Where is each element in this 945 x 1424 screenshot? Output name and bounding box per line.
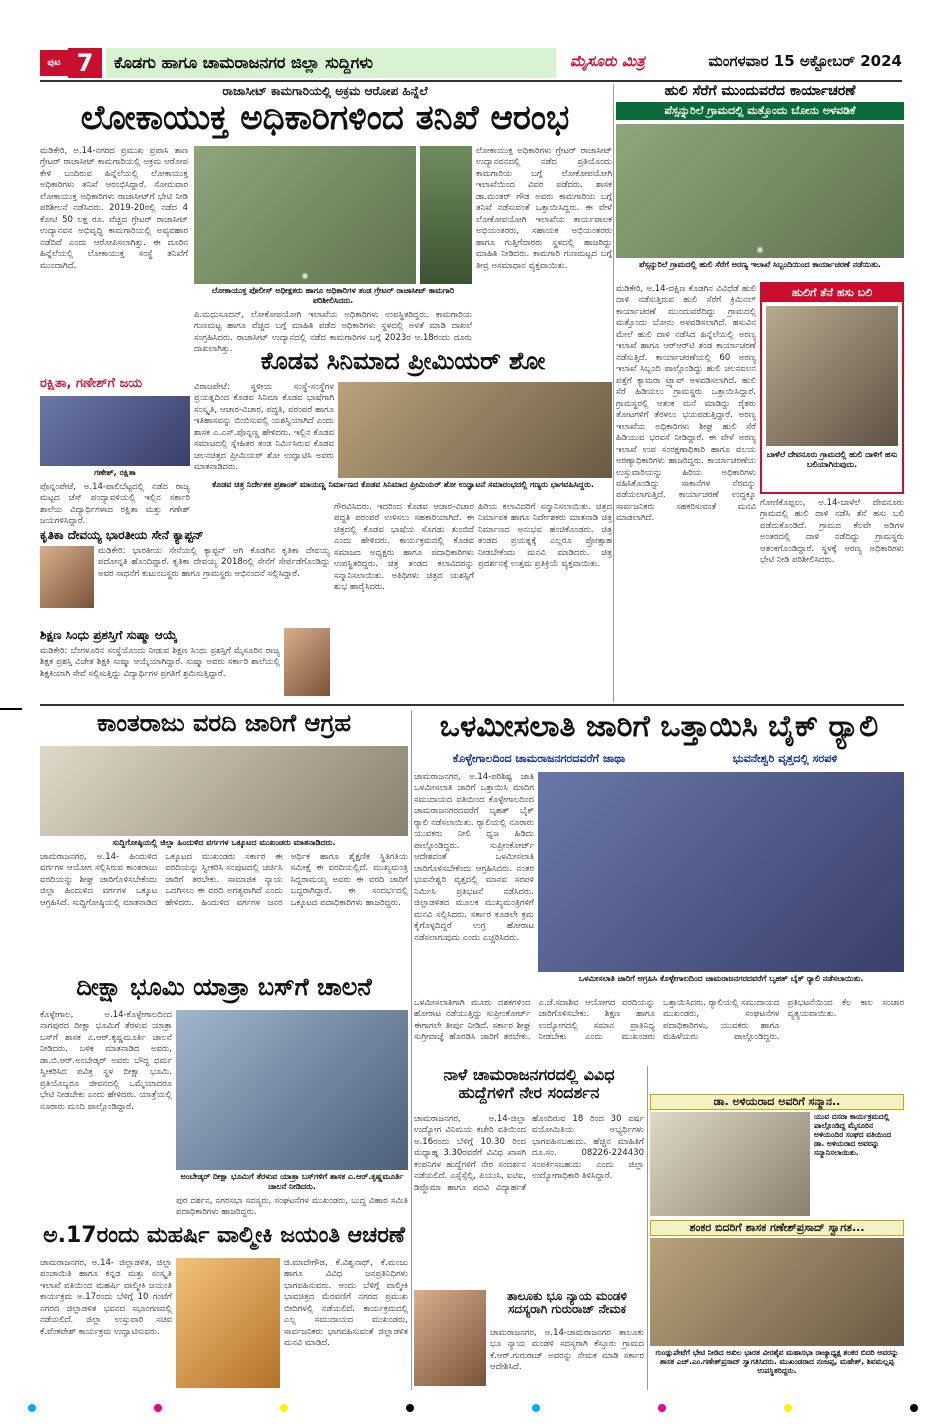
tiger-box-caption: ಬಾಳೆಲೆ ದೇವನೂರು ಗ್ರಾಮದಲ್ಲಿ ಹುಲಿ ದಾಳಿಗೆ ಹಸು ಬಲಿಯಾಗಿರುವುದು. (766, 450, 898, 469)
sushma-photo (284, 628, 330, 696)
cinema-body-center: ಗೌರವಿಸಿದರು. ಇದರಿಂದ ಕೊಡವ ಆಚಾರ-ವಿಚಾರ ಪದ್ಧತಿ ಪರಂಪರೆ ಉಳಿಸಲು ಸಹಕಾರಿಯಾಗಿದೆ. ಈ ಚಿತ್ರದಲ್ಲಿ ಕೊಡವ ಭಾಷೆಯ ಸೊಗಡು ತುಂಬಿದೆ ಎಂದು ಹೇಳಿದರು. ಕಾರ್ಯಕ್ರಮದಲ್ಲಿ ಕೊಡವ ಸಮಾಜದ ಅಧ್ಯಕ್ಷರು ಹಾಗೂ ಪದಾಧಿಕಾರಿಗಳು ಉಪಸ್ಥಿತರಿದ್ದರು. ಚಿತ್ರ ತಂಡದ ಕಲಾವಿದರನ್ನು ಸನ್ಮಾನಿಸಲಾಯಿತು. ಅತಿಥಿಗಳು ಚಿತ್ರದ ಯಶಸ್ಸಿಗೆ ಶುಭ ಹಾರೈಸಿದರು. (334, 502, 474, 593)
bike-rally-caption: ಒಳಮೀಸಲಾತಿ ಜಾರಿಗೆ ಆಗ್ರಹಿಸಿ ಕೊಳ್ಳೇಗಾಲದಿಂದ ಚಾಮರಾಜನಗರದವರೆಗೆ ಬೃಹತ್ ಬೈಕ್ ರ‍್ಯಾಲಿ ನಡೆಸಲಾಯಿತು. (578, 974, 864, 983)
winners-caption: ಗಣೇಶ್, ರಕ್ಷಿತಾ (94, 468, 136, 477)
black-dot (406, 1404, 414, 1412)
page-number: 7 (68, 48, 102, 78)
gururaj-body: ಚಾಮರಾಜನಗರ, ಅ.14-ಚಾಮರಾಜನಗರ ತಾಲೂಕು ಭೂ ನ್ಯಾಯ ಮಂಡಳಿ ಸದಸ್ಯರಾಗಿ ಕೆಸ್ತೂರು ಗ್ರಾಮದ ಕೆ.ಆರ್.ಗುರುರಾಜ್ ಅವರನ್ನು ನೇಮಕ ಮಾಡಿ ಸರ್ಕಾರ ಆದೇಶಿಸಿದೆ. (490, 1328, 644, 1373)
cinema-body-left: ವಿರಾಜಪೇಟೆ: ಸ್ಥಳೀಯ ಸಂಸ್ಥೆ-ಸಂಸ್ಥೆಗಳ ಪ್ರಯತ್ನದಿಂದ ಕೊಡವ ಸಿನಿಮಾ ಕೊಡವ ಭಾಷೆಗಾಗಿ ಸಂಸ್ಕೃತಿ, ಆಚಾರ-ವಿಚಾರ, ಪದ್ಧತಿ, ಪರಂಪರೆ ಹಾಗೂ ಇತಿಹಾಸವನ್ನು ಬಿಂಬಿಸುವಲ್ಲಿ ಯಶಸ್ವಿಯಾಗಿದೆ ಎಂದು ಶಾಸಕ ಎ.ಎಸ್.ಪೊನ್ನಣ್ಣ ಹೇಳಿದರು. ಇಲ್ಲಿನ ಕೊಡವ ಸಮಾಜದಲ್ಲಿ ಸ್ನೇಹಿತರ ತಂಡ ನಿರ್ಮಿಸಿರುವ ಕೊಡವ ಚಲನಚಿತ್ರದ ಪ್ರೀಮಿಯರ್ ಶೋ ಉದ್ಘಾಟಿಸಿ ಅವರು ಮಾತನಾಡಿದರು. (194, 382, 334, 473)
lokayukta-photo-left: ◉ (194, 146, 416, 284)
deeksha-headline: ದೀಕ್ಷಾ ಭೂಮಿ ಯಾತ್ರಾ ಬಸ್‌ಗೆ ಚಾಲನೆ (76, 974, 372, 1001)
gururaj-headline: ತಾಲೂಕು ಭೂ ನ್ಯಾಯ ಮಂಡಳಿ ಸದಸ್ಯರಾಗಿ ಗುರುರಾಜ್ ನೇಮಕ (507, 1290, 627, 1317)
cinema-headline: ಕೊಡವ ಸಿನಿಮಾದ ಪ್ರೀಮಿಯರ್ ಶೋ (260, 348, 546, 375)
column-separator (613, 84, 614, 702)
black-dot (910, 1404, 918, 1412)
masthead (40, 48, 902, 78)
cinema-photo (338, 382, 612, 478)
yellow-dot (280, 1404, 288, 1412)
tiger-caption: ಪೆಸ್ಸನ್ನುರಿಲೆ ಗ್ರಾಮದಲ್ಲಿ ಹುಲಿ ಸೆರೆಗೆ ಅರಣ್ಯ ಇಲಾಖೆ ಸಿಬ್ಬಂದಿಯಿಂದ ಕಾರ್ಯಾಚರಣೆ ನಡೆಯಿತು. (639, 260, 881, 269)
cyan-dot (532, 1404, 540, 1412)
lokayukta-kicker: ರಾಜಾಸೀಟ್ ಕಾಮಗಾರಿಯಲ್ಲಿ ಅಕ್ರಮ ಆರೋಪ ಹಿನ್ನೆಲೆ (222, 84, 428, 98)
winners-body: ಪೊನ್ನಂಪೇಟೆ, ಅ.14-ಪಾಲಿಬೆಟ್ಟದಲ್ಲಿ ನಡೆದ ರಾಜ್ಯ ಮಟ್ಟದ ಚೆಸ್ ಪಂದ್ಯಾವಳಿಯಲ್ಲಿ ಇಲ್ಲಿನ ಸರ್ಕಾರಿ ಶಾಲೆಯ ವಿದ್ಯಾರ್ಥಿಗಳಾದ ರಕ್ಷಿತಾ ಮತ್ತು ಗಣೇಶ್ ಜಯಗಳಿಸಿದ್ದಾರೆ. (40, 482, 190, 526)
ganesh-prasad-headline: ಶಂಕರ ಬಿದರಿಗೆ ಶಾಸಕ ಗಣೇಶ್‌ಪ್ರಸಾದ್ ಸ್ವಾಗತ... (650, 1220, 904, 1236)
kruthika-headline: ಕೃತಿಕಾ ದೇವಯ್ಯ ಭಾರತೀಯ ಸೇನೆ ಕ್ಯಾಪ್ಟನ್ (40, 528, 204, 542)
ayalur-photo (650, 1112, 810, 1216)
kantharaju-photo (40, 746, 408, 836)
tiger-kicker: ಹುಲಿ ಸೆರೆಗೆ ಮುಂದುವರೆದ ಕಾರ್ಯಾಚರಣೆ (664, 84, 856, 99)
column-separator (647, 1066, 648, 1390)
yellow-dot (784, 1404, 792, 1412)
deeksha-body: ಕೊಳ್ಳೇಗಾಲ, ಅ.14-ಕೊಳ್ಳೇಗಾಲದಿಂದ ನಾಗಪುರದ ದೀಕ್ಷಾ ಭೂಮಿಗೆ ತೆರಳುವ ಯಾತ್ರಾ ಬಸ್‌ಗೆ ಶಾಸಕ ಎ.ಆರ್.ಕೃಷ್ಣಮೂರ್ತಿ ಚಾಲನೆ ನೀಡಿದರು. ಬಳಿಕ ಮಾತನಾಡಿದ ಅವರು, ಡಾ.ಬಿ.ಆರ್.ಅಂಬೇಡ್ಕರ್ ಅವರು ಬೌದ್ಧ ಧರ್ಮ ಸ್ವೀಕರಿಸಿದ ಪವಿತ್ರ ಸ್ಥಳ ದೀಕ್ಷಾ ಭೂಮಿ. ಪ್ರತಿಯೊಬ್ಬರೂ ಜೀವನದಲ್ಲಿ ಒಮ್ಮೆಯಾದರೂ ಭೇಟಿ ನೀಡಬೇಕು ಎಂದು ಹೇಳಿದರು. ಯಾತ್ರೆಯಲ್ಲಿ ನೂರಾರು ಮಂದಿ ಪಾಲ್ಗೊಂಡಿದ್ದಾರೆ. (40, 1010, 172, 1112)
page-label: ಪುಟ (40, 50, 68, 76)
masthead-rule (40, 80, 902, 82)
valmiki-headline: ಅ.17ರಂದು ಮಹರ್ಷಿ ವಾಲ್ಮೀಕಿ ಜಯಂತಿ ಆಚರಣೆ (43, 1224, 405, 1248)
lokayukta-body-right: ಲೋಕಾಯುಕ್ತ ಅಧಿಕಾರಿಗಳು ಗ್ರೇಟರ್ ರಾಜಾಸೀಟ್ ಉದ್ಯಾನವನದಲ್ಲಿ ನಡೆದ ಪ್ರತಿಯೊಂದು ಕಾಮಗಾರಿಯ ಬಗ್ಗೆ ಲೋಕೋಪಯೋಗಿ ಇಲಾಖೆಯಿಂದ ವಿವರ ಪಡೆದರು. ಶಾಸಕ ಡಾ.ಮಂತರ್ ಗೌಡ ಅವರು ಕಾಮಗಾರಿಯ ಬಗ್ಗೆ ತನಿಖೆ ನಡೆಸುವಂತೆ ಒತ್ತಾಯಿಸಿದ್ದರು. ಈ ವೇಳೆ ಲೋಕೋಪಯೋಗಿ ಇಲಾಖೆಯ ಕಾರ್ಯಪಾಲಕ ಅಭಿಯಂತರರು, ಸಹಾಯಕ ಅಭಿಯಂತರರು ಹಾಗೂ ಗುತ್ತಿಗೆದಾರರು ಸ್ಥಳದಲ್ಲಿ ಹಾಜರಿದ್ದು ಮಾಹಿತಿ ನೀಡಿದರು. ಕಾಮಗಾರಿ ಗುಣಮಟ್ಟದ ಬಗ್ಗೆ ತೀವ್ರ ಅಸಮಾಧಾನ ವ್ಯಕ್ತವಾಯಿತು. (476, 146, 612, 271)
tiger-body: ಮಡಿಕೇರಿ, ಅ.14-ದಕ್ಷಿಣ ಕೊಡಗಿನ ವಿವಿಧೆಡೆ ಹುಲಿ ದಾಳಿ ನಡೆಸುತ್ತಿರುವ ಹುಲಿ ಸೆರೆಗೆ ಕ್ರಿಮಿನಲ್ ಕಾರ್ಯಾಚರಣೆ ಮುಂದುವರೆದಿದ್ದು ಗ್ರಾಮದಲ್ಲಿ ಮತ್ತೊಂದು ಬೋನು ಅಳವಡಿಸಲಾಗಿದೆ. ಹಸುವಿನ ಮೇಲೆ ಹುಲಿ ದಾಳಿ ನಡೆಸಿದ ಹಿನ್ನೆಲೆಯಲ್ಲಿ ಅರಣ್ಯ ಇಲಾಖೆ ಹಾಗೂ ಆರ್‌ಆರ್‌ಟಿ ತಂಡ ಕಾರ್ಯಾಚರಣೆ ನಡೆಸುತ್ತಿದೆ. ಕಾರ್ಯಾಚರಣೆಯಲ್ಲಿ 60 ಅರಣ್ಯ ಇಲಾಖೆ ಸಿಬ್ಬಂದಿ ಪಾಲ್ಗೊಂಡಿದ್ದು ಹುಲಿ ಚಲನವಲನ ಪತ್ತೆಗೆ ಕ್ಯಾಮರಾ ಟ್ರ್ಯಾಪ್ ಅಳವಡಿಸಲಾಗಿದೆ. ಹುಲಿ ಸೆರೆ ಹಿಡಿಯಲು ಗ್ರಾಮಸ್ಥರು ಒತ್ತಾಯಿಸಿದ್ದಾರೆ. ಗ್ರಾಮಸ್ಥರಲ್ಲಿ ಆತಂಕ ಮನೆ ಮಾಡಿದ್ದು ರೈತರು ತೋಟಗಳಿಗೆ ತೆರಳಲು ಭಯಪಡುತ್ತಿದ್ದಾರೆ. ಅರಣ್ಯ ಇಲಾಖೆಯ ಅಧಿಕಾರಿಗಳು ಶೀಘ್ರ ಹುಲಿ ಸೆರೆ ಹಿಡಿಯುವ ಭರವಸೆ ನೀಡಿದ್ದಾರೆ. ಈ ವೇಳೆ ಅರಣ್ಯ ಇಲಾಖೆ ಉಪ ಸಂರಕ್ಷಣಾಧಿಕಾರಿ ಹಾಗೂ ವಲಯ ಅರಣ್ಯಾಧಿಕಾರಿಗಳು ಹಾಜರಿದ್ದರು. ಕಾರ್ಯಾಚರಣೆಯ ಉಸ್ತುವಾರಿಯನ್ನು ಹಿರಿಯ ಅಧಿಕಾರಿಗಳು ವಹಿಸಿಕೊಂಡಿದ್ದು ಸಾಕಾನೆಗಳ ನೆರವನ್ನು ಪಡೆಯಲಾಗುತ್ತಿದೆ. ಕಾರ್ಯಾಚರಣೆ ಉದ್ದಕ್ಕೂ ಸಾರ್ವಜನಿಕರು ಸಹಕರಿಸುವಂತೆ ಮನವಿ ಮಾಡಲಾಗಿದೆ. (616, 284, 756, 524)
kantharaju-body: ಚಾಮರಾಜನಗರ, ಅ.14- ಹಿಂದುಳಿದ ವರ್ಗಗಳ ಆಯೋಗ ಸಲ್ಲಿಸಿರುವ ಕಾಂತರಾಜು ವರದಿಯನ್ನು ಶೀಘ್ರ ಜಾರಿಗೊಳಿಸಬೇಕೆಂದು ಜಿಲ್ಲಾ ಹಿಂದುಳಿದ ವರ್ಗಗಳ ಒಕ್ಕೂಟ ಆಗ್ರಹಿಸಿದೆ. ಸುದ್ದಿಗೋಷ್ಠಿಯಲ್ಲಿ ಮಾತನಾಡಿದ ಒಕ್ಕೂಟದ ಮುಖಂಡರು ಸರ್ಕಾರ ಈ ವರದಿಯನ್ನು ಸ್ವೀಕರಿಸಿ ಸಂಪುಟದಲ್ಲಿ ಚರ್ಚಿಸಿ ಜಾರಿಗೆ ತರಬೇಕು. ಸಾಮಾಜಿಕ ನ್ಯಾಯ ಒದಗಿಸಲು ಈ ವರದಿ ಅಗತ್ಯವಾಗಿದೆ ಎಂದು ಹೇಳಿದರು. ಹಿಂದುಳಿದ ವರ್ಗಗಳ ಜನರ ಆರ್ಥಿಕ ಹಾಗೂ ಶೈಕ್ಷಣಿಕ ಸ್ಥಿತಿಗತಿಯ ಸಮೀಕ್ಷೆ ಈ ವರದಿಯಲ್ಲಿದೆ. ಮುಖ್ಯಮಂತ್ರಿ ಸಿದ್ದರಾಮಯ್ಯ ಅವರು ಈ ವರದಿ ಜಾರಿಗೆ ಬದ್ಧರಾಗಿದ್ದಾರೆ. ಈ ಸಂದರ್ಭದಲ್ಲಿ ಒಕ್ಕೂಟದ ಪದಾಧಿಕಾರಿಗಳು ಹಾಜರಿದ್ದರು. (40, 852, 408, 908)
lokayukta-photo-steps (420, 146, 472, 284)
bike-rally-body-bottom: ಒಳಮೀಸಲಾತಿಗಾಗಿ ಮೂರು ದಶಕಗಳಿಂದ ಹೋರಾಟ ನಡೆಯುತ್ತಿದ್ದು ಸುಪ್ರೀಂಕೋರ್ಟ್ ಈಗಾಗಲೇ ತೀರ್ಪು ನೀಡಿದೆ. ಸರ್ಕಾರ ಶೀಘ್ರ ಸುಗ್ರೀವಾಜ್ಞೆ ಹೊರಡಿಸಿ ಜಾರಿಗೆ ತರಬೇಕು. ಎ.ಜೆ.ಸದಾಶಿವ ಆಯೋಗದ ವರದಿಯನ್ನು ಜಾರಿಗೊಳಿಸಬೇಕು. ಶಿಕ್ಷಣ ಹಾಗೂ ಉದ್ಯೋಗದಲ್ಲಿ ಸಮಾನ ಪ್ರಾತಿನಿಧ್ಯ ನೀಡಬೇಕು ಎಂದು ಮುಖಂಡರು ಒತ್ತಾಯಿಸಿದರು. ರ‍್ಯಾಲಿಯಲ್ಲಿ ಸಮುದಾಯದ ಮುಖಂಡರು, ಸಂಘಟನೆಗಳ ಪದಾಧಿಕಾರಿಗಳು, ಯುವಕರು ಹಾಗೂ ಮಹಿಳೆಯರು ಪಾಲ್ಗೊಂಡಿದ್ದರು. ಪ್ರತಿಭಟನೆಯಿಂದ ಕೆಲ ಕಾಲ ಸಂಚಾರ ವ್ಯತ್ಯಯವಾಯಿತು. (414, 998, 904, 1043)
bike-rally-bullet-2: ಭುವನೇಶ್ವರಿ ವೃತ್ತದಲ್ಲಿ ಸರಪಳಿ (732, 752, 838, 765)
bike-rally-bullet-1: ಕೊಳ್ಳೇಗಾಲದಿಂದ ಚಾಮರಾಜನಗರದವರೆಗೆ ಜಾಥಾ (452, 752, 626, 765)
valmiki-body-left: ಚಾಮರಾಜನಗರ, ಅ.14- ಜಿಲ್ಲಾಡಳಿತ, ಜಿಲ್ಲಾ ಪಂಚಾಯಿತಿ ಹಾಗೂ ಕನ್ನಡ ಮತ್ತು ಸಂಸ್ಕೃತಿ ಇಲಾಖೆ ವತಿಯಿಂದ ಮಹರ್ಷಿ ವಾಲ್ಮೀಕಿ ಜಯಂತಿ ಕಾರ್ಯಕ್ರಮ ಅ.17ರಂದು ಬೆಳಿಗ್ಗೆ 10 ಗಂಟೆಗೆ ನಗರದ ಜಿಲ್ಲಾಡಳಿತ ಭವನದ ಸಭಾಂಗಣದಲ್ಲಿ ನಡೆಯಲಿದೆ. ಜಿಲ್ಲಾ ಉಸ್ತುವಾರಿ ಸಚಿವ ಕೆ.ವೆಂಕಟೇಶ್ ಕಾರ್ಯಕ್ರಮ ಉದ್ಘಾಟಿಸುವರು. (40, 1258, 172, 1337)
ganesh-prasad-photo (650, 1238, 904, 1346)
print-registration-marks (28, 1402, 918, 1414)
kantharaju-caption: ಸುದ್ದಿಗೋಷ್ಠಿಯಲ್ಲಿ ಜಿಲ್ಲಾ ಹಿಂದುಳಿದ ವರ್ಗಗಳ ಒಕ್ಕೂಟದ ಮುಖಂಡರು ಮಾತನಾಡಿದರು. (112, 838, 336, 847)
ganesh-prasad-caption: ಗುಂಡ್ಲುಪೇಟೆಗೆ ಭೇಟಿ ನೀಡಿದ ಅಖಿಲ ಭಾರತ ವೀರಶೈವ ಮಹಾಸಭಾ ರಾಜ್ಯಾಧ್ಯಕ್ಷ ಶಂಕರ ಬಿದರಿ ಅವರನ್ನು ಶಾಸಕ ಎಚ್.ಎಂ.ಗಣೇಶ್‌ಪ್ರಸಾದ್ ಸ್ವಾಗತಿಸಿದರು. ಮುಖಂಡರಾದ ನಂಜಪ್ಪ, ಮಹೇಶ್, ಶಿವಮಲ್ಲಪ್ಪ ಉಪಸ್ಥಿತರಿದ್ದರು. (655, 1348, 899, 1375)
winners-headline: ರಕ್ಷಿತಾ, ಗಣೇಶ್‌ಗೆ ಜಯ (40, 376, 143, 391)
tiger-subhead: ಪೆಸ್ಸನ್ನುರಿಲೆ ಗ್ರಾಮದಲ್ಲಿ ಮತ್ತೊಂದು ಬೋನು ಅಳವಡಿಕೆ (616, 102, 904, 120)
udyoga-headline: ನಾಳೆ ಚಾಮರಾಜನಗರದಲ್ಲಿ ವಿವಿಧ ಹುದ್ದೆಗಳಿಗೆ ನೇರ ಸಂದರ್ಶನ (443, 1066, 615, 1102)
cinema-caption: ಕೊಡವ ಚಿತ್ರ ನಿರ್ದೇಶಕ ಪ್ರಶಾಂತ್ ಮಾಯಣ್ಣ ನಿರ್ಮಾಣದ ಕೊಡವ ಸಿನಿಮಾದ ಪ್ರೀಮಿಯರ್ ಶೋ ಉದ್ಘಾಟನೆ ಸಮಾರಂಭದಲ್ಲಿ ಗಣ್ಯರು ಭಾಗವಹಿಸಿದ್ದರು. (212, 480, 594, 489)
issue-date: ಮಂಗಳವಾರ 15 ಅಕ್ಟೋಬರ್ 2024 (708, 52, 902, 70)
tiger-box (760, 282, 904, 494)
kantharaju-headline: ಕಾಂತರಾಜು ವರದಿ ಜಾರಿಗೆ ಆಗ್ರಹ (97, 710, 351, 737)
valmiki-body-right: ಜಿ.ಮಾದೇಗೌಡ, ಕೆ.ವಿಶ್ವನಾಥ್, ಕೆ.ಮಂಜು ಹಾಗೂ ವಿವಿಧ ಜನಪ್ರತಿನಿಧಿಗಳು ಭಾಗವಹಿಸುವರು. ಅಂದು ಬೆಳಿಗ್ಗೆ ವಾಲ್ಮೀಕಿ ಭಾವಚಿತ್ರದ ಮೆರವಣಿಗೆ ನಗರದ ಪ್ರಮುಖ ಬೀದಿಗಳಲ್ಲಿ ನಡೆಯಲಿದೆ. ಕಾರ್ಯಕ್ರಮದಲ್ಲಿ ಎಲ್ಲ ಸಮುದಾಯದ ಮುಖಂಡರು, ಸಾರ್ವಜನಿಕರು ಭಾಗವಹಿಸುವಂತೆ ಜಿಲ್ಲಾಡಳಿತ ಮನವಿ ಮಾಡಿದೆ. (284, 1258, 408, 1349)
lokayukta-body-center: ಪಿ.ಮಧುಸೂದನ್, ಲೋಕೋಪಯೋಗಿ ಇಲಾಖೆಯ ಅಧಿಕಾರಿಗಳು ಉಪಸ್ಥಿತರಿದ್ದರು. ಕಾಮಗಾರಿಯ ಗುಣಮಟ್ಟ ಹಾಗೂ ವೆಚ್ಚದ ಬಗ್ಗೆ ಮಾಹಿತಿ ಪಡೆದ ಅಧಿಕಾರಿಗಳು ಸ್ಥಳದಲ್ಲಿ ಅಳತೆ ಮಾಡಿ ದಾಖಲೆ ಸಂಗ್ರಹಿಸಿದರು. ರಾಜಾಸೀಟ್ ಉದ್ಯಾನದಲ್ಲಿ ನಡೆದ ಕಾಮಗಾರಿಗಳ ಬಗ್ಗೆ 2023ರ ಆ.18ರಂದು ದೂರು ದಾಖಲಾಗಿತ್ತು. (194, 310, 472, 355)
lokayukta-headline: ಲೋಕಾಯುಕ್ತ ಅಧಿಕಾರಿಗಳಿಂದ ತನಿಖೆ ಆರಂಭ (80, 100, 570, 138)
bike-rally-headline: ಒಳಮೀಸಲಾತಿ ಜಾರಿಗೆ ಒತ್ತಾಯಿಸಿ ಬೈಕ್ ರ‍್ಯಾಲಿ (439, 710, 879, 744)
magenta-dot (658, 1404, 666, 1412)
section-title: ಕೊಡಗು ಹಾಗೂ ಚಾಮರಾಜನಗರ ಜಿಲ್ಲಾ ಸುದ್ದಿಗಳು (106, 48, 556, 78)
cyan-dot (28, 1404, 36, 1412)
fold-rule (40, 704, 904, 706)
deeksha-caption: ಅಂಬೇಡ್ಕರ್ ದೀಕ್ಷಾ ಭೂಮಿಗೆ ತೆರಳುವ ಯಾತ್ರಾ ಬಸ್‌ಗಳಿಗೆ ಶಾಸಕ ಎ.ಆರ್.ಕೃಷ್ಣಮೂರ್ತಿ ಚಾಲನೆ ನೀಡಿದರು. (180, 1172, 404, 1191)
lokayukta-body-left: ಮಡಿಕೇರಿ, ಅ.14-ನಗರದ ಪ್ರಮುಖ ಪ್ರವಾಸಿ ತಾಣ ಗ್ರೇಟರ್ ರಾಜಾಸೀಟ್ ಕಾಮಗಾರಿಯಲ್ಲಿ ಅಕ್ರಮ ಆರೋಪ ಕೇಳಿ ಬಂದಿರುವ ಹಿನ್ನೆಲೆಯಲ್ಲಿ ಲೋಕಾಯುಕ್ತ ಅಧಿಕಾರಿಗಳು ತನಿಖೆ ಆರಂಭಿಸಿದ್ದಾರೆ. ಸೋಮವಾರ ಲೋಕಾಯುಕ್ತ ಅಧಿಕಾರಿಗಳು ರಾಜಾಸೀಟ್‌ಗೆ ಭೇಟಿ ನೀಡಿ ಪರಿಶೀಲನೆ ನಡೆಸಿದರು. 2019-20ರಲ್ಲಿ ನಡೆದ 4 ಕೋಟಿ 50 ಲಕ್ಷ ರೂ. ವೆಚ್ಚದ ಗ್ರೇಟರ್ ರಾಜಾಸೀಟ್ ಉದ್ಯಾನವನ ಅಭಿವೃದ್ಧಿ ಕಾಮಗಾರಿಯಲ್ಲಿ ಅವ್ಯವಹಾರ ನಡೆದಿದೆ ಎಂದು ಆರೋಪಿಸಲಾಗಿತ್ತು. ಈ ದೂರಿನ ಹಿನ್ನೆಲೆಯಲ್ಲಿ ಲೋಕಾಯುಕ್ತ ಸಂಸ್ಥೆ ತನಿಖೆಗೆ ಮುಂದಾಗಿದೆ. (40, 146, 188, 271)
cow-photo (766, 306, 898, 446)
deeksha-body-right: ಪುರ ದರ್ಶನ, ನಗರಸಭಾ ಸದಸ್ಯರು, ಸಂಘಟನೆಗಳ ಮುಖಂಡರು, ಬುದ್ಧ ವಿಹಾರ ಸಮಿತಿ ಪದಾಧಿಕಾರಿಗಳು ಹಾಜರಿದ್ದರು. (176, 1196, 408, 1218)
tiger-box-body: ಗೋಣಿಕೊಪ್ಪಲು, ಅ.14-ಬಾಳೆಲೆ ದೇವನೂರು ಗ್ರಾಮದಲ್ಲಿ ಹುಲಿ ದಾಳಿ ನಡೆಸಿ ತೆನೆ ಹಸು ಬಲಿ ಪಡೆದುಕೊಂಡಿದೆ. ಗ್ರಾಮದ ಕೆಲವೇ ಅಡಿಗಳ ಅಂತರದಲ್ಲಿ ದಾಳಿ ನಡೆದಿದ್ದು ಗ್ರಾಮಸ್ಥರು ಆತಂಕಗೊಂಡಿದ್ದಾರೆ. ಸ್ಥಳಕ್ಕೆ ಅರಣ್ಯ ಅಧಿಕಾರಿಗಳು ಭೇಟಿ ನೀಡಿ ಪರಿಶೀಲಿಸಿದರು. (760, 498, 904, 566)
bike-rally-body-left: ಚಾಮರಾಜನಗರ, ಅ.14-ಪರಿಶಿಷ್ಟ ಜಾತಿ ಒಳಮೀಸಲಾತಿ ಜಾರಿಗೆ ಒತ್ತಾಯಿಸಿ ಮಾದಿಗ ಸಮುದಾಯದ ವತಿಯಿಂದ ಕೊಳ್ಳೇಗಾಲದಿಂದ ಚಾಮರಾಜನಗರದವರೆಗೆ ಬೃಹತ್ ಬೈಕ್ ರ‍್ಯಾಲಿ ನಡೆಸಲಾಯಿತು. ರ‍್ಯಾಲಿಯಲ್ಲಿ ನೂರಾರು ಯುವಕರು ನೀಲಿ ಧ್ವಜ ಹಿಡಿದು ಪಾಲ್ಗೊಂಡಿದ್ದರು. ಸುಪ್ರೀಂಕೋರ್ಟ್ ಆದೇಶದಂತೆ ಒಳಮೀಸಲಾತಿ ಜಾರಿಗೊಳಿಸಬೇಕೆಂದು ಆಗ್ರಹಿಸಿದರು. ನಂತರ ಭುವನೇಶ್ವರಿ ವೃತ್ತದಲ್ಲಿ ಮಾನವ ಸರಪಳಿ ನಿರ್ಮಿಸಿ ಪ್ರತಿಭಟನೆ ನಡೆಸಿದರು. ಜಿಲ್ಲಾಡಳಿತದ ಮೂಲಕ ಮುಖ್ಯಮಂತ್ರಿಗಳಿಗೆ ಮನವಿ ಸಲ್ಲಿಸಿದರು. ಸರ್ಕಾರ ಕೂಡಲೇ ಕ್ರಮ ಕೈಗೊಳ್ಳದಿದ್ದರೆ ಉಗ್ರ ಹೋರಾಟ ನಡೆಸಲಾಗುವುದು ಎಂದು ಎಚ್ಚರಿಸಿದರು. (414, 772, 534, 943)
magenta-dot (154, 1404, 162, 1412)
deeksha-photo (176, 1010, 408, 1170)
cinema-body-right: ಹಿರಿಯ ಕಲಾವಿದರಿಗೆ ಸನ್ಮಾನಿಸಲಾಯಿತು. ಚಿತ್ರದ ನಿರ್ಮಾಪಕ ಹಾಗೂ ನಿರ್ದೇಶಕರು ಮಾತನಾಡಿ ಚಿತ್ರ ನಿರ್ಮಾಣದ ಅನುಭವ ಹಂಚಿಕೊಂಡರು. ಚಿತ್ರ ತಂಡದ ಪ್ರಯತ್ನಕ್ಕೆ ಎಲ್ಲರೂ ಪ್ರೋತ್ಸಾಹ ನೀಡಬೇಕೆಂದು ಮನವಿ ಮಾಡಿದರು. ಚಿತ್ರ ಪ್ರದರ್ಶನಕ್ಕೆ ಉತ್ತಮ ಪ್ರತಿಕ್ರಿಯೆ ವ್ಯಕ್ತವಾಯಿತು. (478, 502, 612, 570)
bike-rally-photo (538, 772, 904, 972)
fold-mark (0, 708, 22, 710)
paper-name: ಮೈಸೂರು ಮಿತ್ರ (570, 52, 645, 70)
kruthika-photo (40, 546, 94, 608)
gururaj-photo (414, 1290, 486, 1386)
tiger-box-title: ಹುಲಿಗೆ ತೆನೆ ಹಸು ಬಲಿ (762, 284, 902, 302)
ayalur-caption: ಯುವ ದಸರಾ ಕಾರ್ಯಕ್ರಮದಲ್ಲಿ ಪಾಲ್ಗೊಂಡಿದ್ದ ಮೈಸೂರಿನ ಅಳಿಯಂದಿರ ಸಂಘದ ವತಿಯಿಂದ ಡಾ. ಅಳಿಯರಾದ ಅವರನ್ನು ಸನ್ಮಾನಿಸಲಾಯಿತು. (814, 1112, 892, 1157)
sushma-headline: ಶಿಕ್ಷಣ ಸಿಂಧು ಪ್ರಶಸ್ತಿಗೆ ಸುಷ್ಮಾ ಆಯ್ಕೆ (40, 628, 178, 642)
winners-photo (40, 396, 190, 466)
column-separator (411, 710, 412, 1390)
kruthika-body: ಮಡಿಕೇರಿ: ಭಾರತೀಯ ಸೇನೆಯಲ್ಲಿ ಕ್ಯಾಪ್ಟನ್ ಆಗಿ ಕೊಡಗಿನ ಕೃತಿಕಾ ದೇವಯ್ಯ ಪದೋನ್ನತಿ ಹೊಂದಿದ್ದಾರೆ. ಕೃತಿಕಾ ದೇವಯ್ಯ 2018ರಲ್ಲಿ ಸೇನೆಗೆ ಸೇರ್ಪಡೆಗೊಂಡಿದ್ದು ಅವರ ಸಾಧನೆಗೆ ಕುಟುಂಬಸ್ಥರು ಹಾಗೂ ಗ್ರಾಮಸ್ಥರು ಅಭಿನಂದನೆ ಸಲ್ಲಿಸಿದ್ದಾರೆ. (98, 546, 330, 579)
ayalur-headline: ಡಾ. ಅಳಿಯರಾದ ಅವರಿಗೆ ಸನ್ಮಾನ.. (650, 1094, 904, 1110)
lokayukta-caption: ಲೋಕಾಯುಕ್ತ ಪೊಲೀಸ್ ಅಧೀಕ್ಷಕರು ಹಾಗೂ ಅಧಿಕಾರಿಗಳ ತಂಡ ಗ್ರೇಟರ್ ರಾಜಾಸೀಟ್ ಕಾಮಗಾರಿ ಪರಿಶೀಲಿಸಿದರು. (211, 286, 455, 305)
udyoga-body: ಚಾಮರಾಜನಗರ, ಅ.14-ಜಿಲ್ಲಾ ಉದ್ಯೋಗ ವಿನಿಮಯ ಕಚೇರಿ ವತಿಯಿಂದ ಅ.16ರಂದು ಬೆಳಿಗ್ಗೆ 10.30 ರಿಂದ ಮಧ್ಯಾಹ್ನ 3.30ರವರೆಗೆ ವಿವಿಧ ಖಾಸಗಿ ಕಂಪನಿಗಳ ಹುದ್ದೆಗಳಿಗೆ ನೇರ ಸಂದರ್ಶನ ನಡೆಯಲಿದೆ. ಎಸ್ಸೆಸ್ಸೆಲ್ಸಿ, ಪಿಯುಸಿ, ಐಟಿಐ, ಡಿಪ್ಲೊಮಾ ಹಾಗೂ ಪದವಿ ವಿದ್ಯಾರ್ಹತೆ ಹೊಂದಿರುವ 18 ರಿಂದ 30 ವರ್ಷ ವಯೋಮಿತಿಯ ಅಭ್ಯರ್ಥಿಗಳು ಭಾಗವಹಿಸಬಹುದು. ಹೆಚ್ಚಿನ ಮಾಹಿತಿಗೆ ದೂ.ಸಂ. 08226-224430 ಸಂಪರ್ಕಿಸಬಹುದು ಎಂದು ಜಿಲ್ಲಾ ಉದ್ಯೋಗಾಧಿಕಾರಿ ತಿಳಿಸಿದ್ದಾರೆ. (414, 1114, 644, 1193)
sushma-body: ಮಡಿಕೇರಿ: ಬೆಂಗಳೂರಿನ ಸಂಸ್ಥೆಯೊಂದು ನೀಡುವ ಶಿಕ್ಷಣ ಸಿಂಧು ಪ್ರಶಸ್ತಿಗೆ ಮೈಸೂರಿನ ರಾಜ್ಯ ಶಿಕ್ಷಕ ಪ್ರಶಸ್ತಿ ವಿಜೇತ ಶಿಕ್ಷಕಿ ಸುಷ್ಮಾ ಆಯ್ಕೆಯಾಗಿದ್ದಾರೆ. ಸುಷ್ಮಾ ಅವರು ಸರ್ಕಾರಿ ಶಾಲೆಯಲ್ಲಿ ಶಿಕ್ಷಕಿಯಾಗಿ ಸೇವೆ ಸಲ್ಲಿಸುತ್ತಿದ್ದು ವಿದ್ಯಾರ್ಥಿಗಳ ಪ್ರಗತಿಗೆ ಶ್ರಮಿಸುತ್ತಿದ್ದಾರೆ. (40, 646, 280, 679)
tiger-photo: ◉ (616, 124, 904, 258)
valmiki-photo (176, 1258, 280, 1388)
